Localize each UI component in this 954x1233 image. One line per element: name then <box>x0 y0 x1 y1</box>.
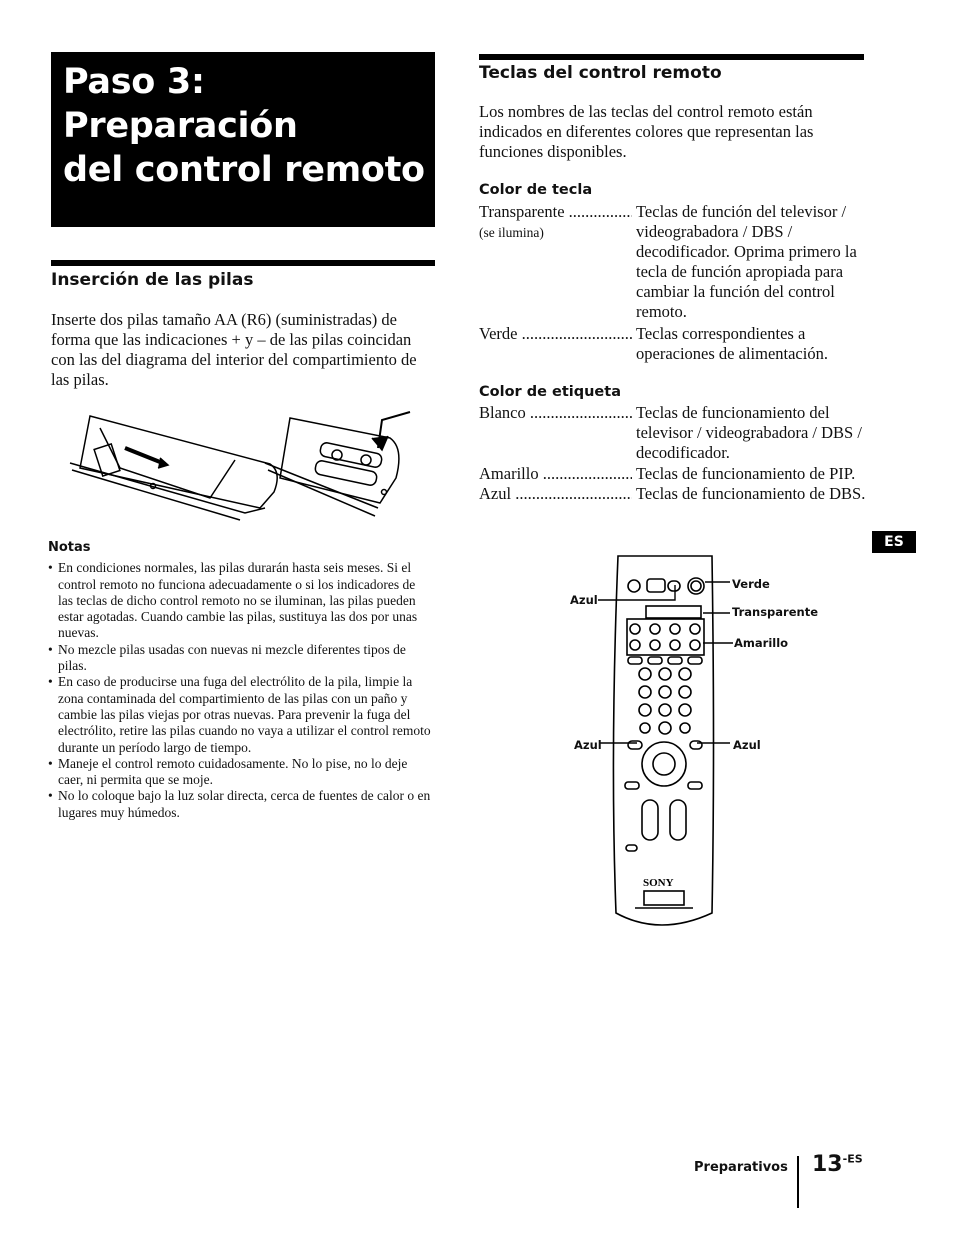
page-number-suffix: -ES <box>842 1152 863 1166</box>
battery-insertion-illustration <box>60 408 420 528</box>
remote-callout-lines <box>595 575 735 755</box>
page-title-block <box>51 52 435 227</box>
teclas-paragraph: Los nombres de las teclas del control remoto están indicados en diferentes colores que representan las funciones disponibles. <box>479 102 814 161</box>
section-rule <box>51 260 435 266</box>
definition: Teclas de funcionamiento del televisor / videograbadora / DBS / decodificador. <box>634 403 876 463</box>
color-tecla-list <box>479 202 879 372</box>
term: Azul ..... <box>479 484 632 504</box>
definition: Teclas de función del televisor / videograbadora / DBS / decodificador. Oprima primero la tecla de función apropiada para cambiar la función del control remoto. <box>634 202 876 322</box>
color-etiqueta-list <box>479 403 879 528</box>
label-azul-left: Azul <box>574 738 602 752</box>
note-item: • En condiciones normales, las pilas durarán hasta seis meses. Si el control remoto no funciona adecuadamente o si los indicadores de las teclas de dicho control remoto no se iluminan, las pilas pueden estar agotadas. Cuando cambie las pilas, sustituya las dos por unas nuevas. <box>58 560 433 641</box>
color-tecla-heading: Color de tecla <box>479 182 593 198</box>
note-item: • Maneje el control remoto cuidadosamente. No lo pise, no lo deje caer, ni permita que se moje. <box>58 756 433 789</box>
notes-block <box>48 540 433 821</box>
term: Blanco ..... <box>479 403 632 423</box>
note-item: • No mezcle pilas usadas con nuevas ni mezcle diferentes tipos de pilas. <box>58 642 433 675</box>
definition: Teclas de funcionamiento de DBS. <box>634 484 876 504</box>
title-line-2: del control remoto <box>63 150 425 190</box>
note-item: • En caso de producirse una fuga del electrólito de la pila, limpie la zona contaminada del compartimiento de las pilas con un paño y cambie las pilas viejas por otras nuevas. Para prevenir la fuga del electrólito, retire las pilas cuando no vaya a utilizar el control remoto durante un período largo de tiempo. <box>58 674 433 755</box>
definition: Teclas correspondientes a operaciones de alimentación. <box>634 324 876 364</box>
term: Verde ..... <box>479 324 632 344</box>
page-number-value: 13 <box>812 1152 843 1177</box>
term: Amarillo ..... <box>479 464 632 484</box>
footer-section-name: Preparativos <box>694 1160 788 1175</box>
label-azul-top: Azul <box>570 593 598 607</box>
insercion-heading: Inserción de las pilas <box>51 270 254 290</box>
notes-heading: Notas <box>48 540 91 555</box>
term-note: (se ilumina) <box>479 225 544 240</box>
page-title <box>51 52 435 192</box>
section-rule <box>479 54 864 60</box>
label-amarillo: Amarillo <box>734 636 789 650</box>
page-number <box>812 1152 863 1177</box>
note-item: • No lo coloque bajo la luz solar directa, cerca de fuentes de calor o en lugares muy húmedos. <box>58 788 433 821</box>
label-transparente: Transparente <box>732 605 818 619</box>
footer-divider <box>797 1156 799 1208</box>
label-verde: Verde <box>732 577 770 591</box>
teclas-heading: Teclas del control remoto <box>479 63 722 83</box>
language-tab: ES <box>872 531 916 553</box>
definition: Teclas de funcionamiento de PIP. <box>634 464 876 484</box>
term: Transparente ..... <box>479 202 632 222</box>
insercion-paragraph: Inserte dos pilas tamaño AA (R6) (suministradas) de forma que las indicaciones + y – de las pilas coincidan con las del diagrama del interior del compartimiento de las pilas. <box>51 310 417 389</box>
label-azul-right: Azul <box>733 738 761 752</box>
remote-brand: SONY <box>643 877 674 889</box>
color-etiqueta-heading: Color de etiqueta <box>479 384 621 400</box>
title-line-1: Paso 3: Preparación <box>63 62 298 146</box>
